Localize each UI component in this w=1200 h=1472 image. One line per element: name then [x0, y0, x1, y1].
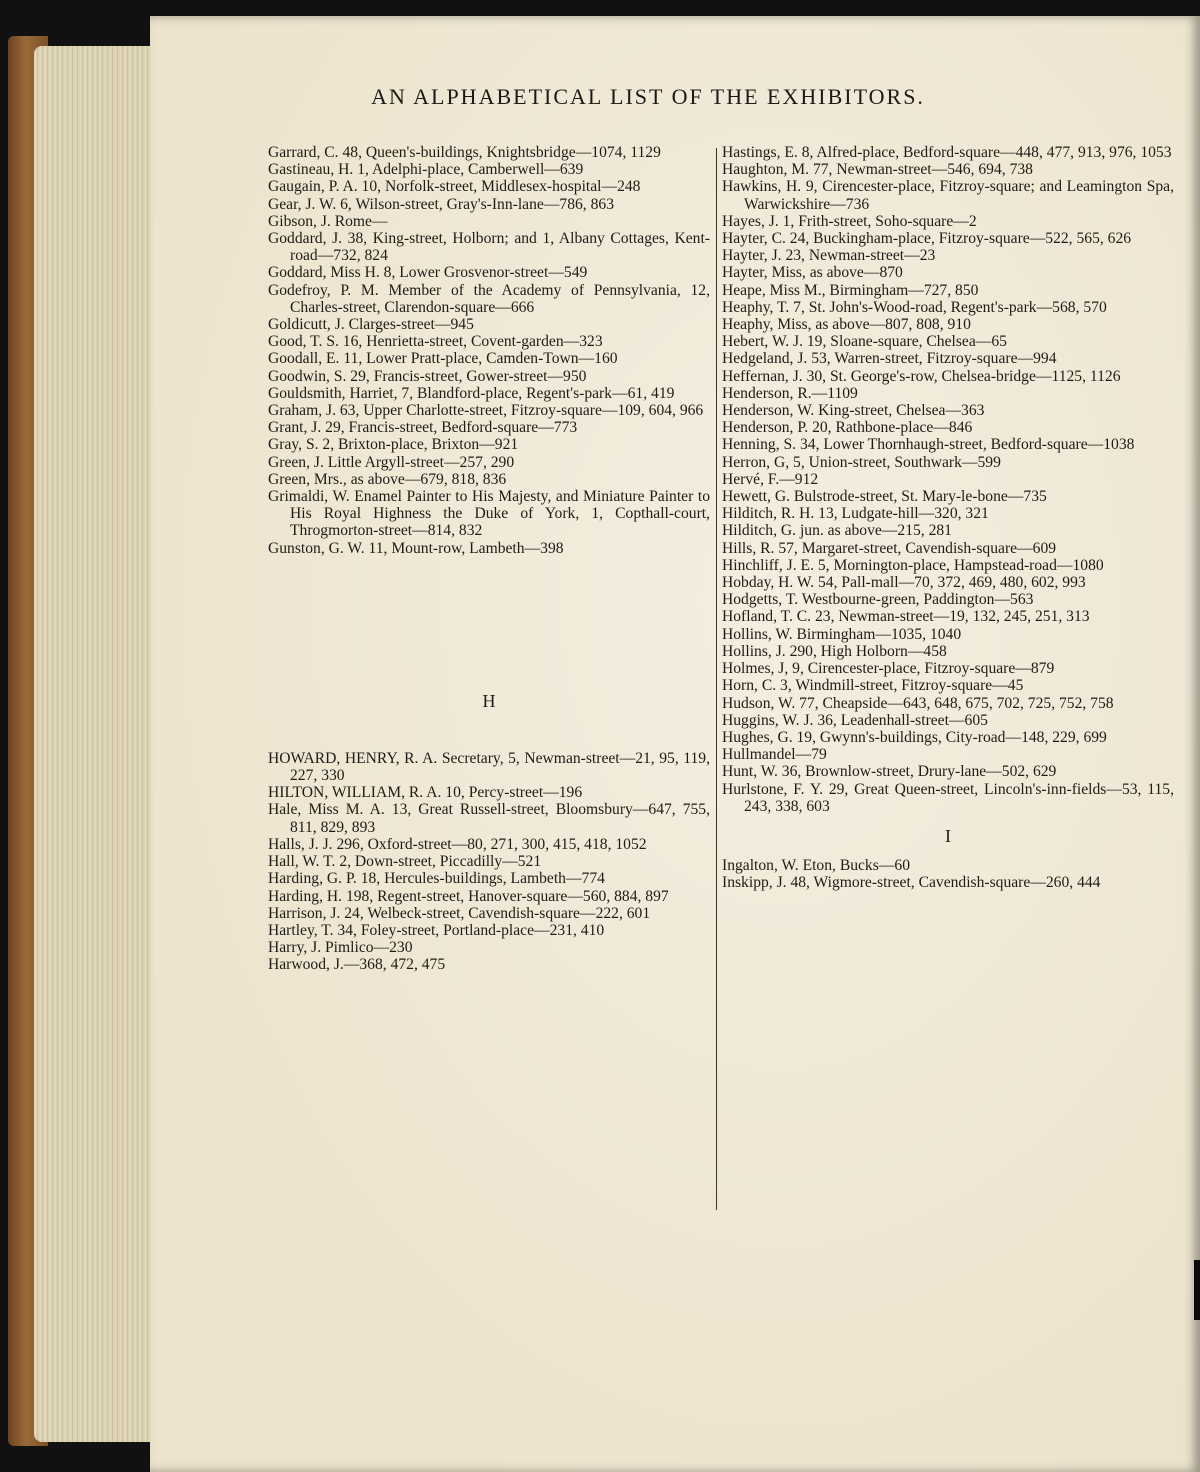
- list-entry: Hilditch, R. H. 13, Ludgate-hill—320, 321: [722, 505, 989, 523]
- list-entry: Heffernan, J. 30, St. George's-row, Chelsea-bridge—1125, 1126: [722, 367, 1121, 385]
- list-entry: Hebert, W. J. 19, Sloane-square, Chelsea—65: [722, 333, 1007, 351]
- list-entry: Henning, S. 34, Lower Thornhaugh-street, Bedford-square—1038: [722, 436, 1135, 454]
- list-entry: Hudson, W. 77, Cheapside—643, 648, 675, 702, 725, 752, 758: [722, 694, 1114, 712]
- list-entry: Herron, G, 5, Union-street, Southwark—599: [722, 453, 1001, 471]
- list-entry: Graham, J. 63, Upper Charlotte-street, Fitzroy-square—109, 604, 966: [268, 402, 704, 420]
- list-entry: Hastings, E. 8, Alfred-place, Bedford-square—448, 477, 913, 976, 1053: [722, 144, 1172, 161]
- list-entry: Hayes, J. 1, Frith-street, Soho-square—2: [722, 212, 977, 230]
- list-entry: Hullmandel—79: [722, 746, 827, 764]
- list-entry: Goodwin, S. 29, Francis-street, Gower-street—950: [268, 367, 587, 385]
- list-entry: Horn, C. 3, Windmill-street, Fitzroy-square—45: [722, 677, 1024, 695]
- list-entry: Hofland, T. C. 23, Newman-street—19, 132, 245, 251, 313: [722, 608, 1090, 626]
- list-entry: Halls, J. J. 296, Oxford-street—80, 271, 300, 415, 418, 1052: [268, 835, 647, 853]
- page-header: AN ALPHABETICAL LIST OF THE EXHIBITORS.: [371, 84, 925, 109]
- entries-g: [268, 144, 710, 557]
- list-entry: Garrard, C. 48, Queen's-buildings, Knightsbridge—1074, 1129: [268, 144, 661, 161]
- list-entry: Gaugain, P. A. 10, Norfolk-street, Middlesex-hospital—248: [268, 178, 641, 196]
- list-entry: Gray, S. 2, Brixton-place, Brixton—921: [268, 436, 519, 454]
- list-entry: Grimaldi, W. Enamel Painter to His Majesty, and Miniature Painter to His Royal Highness the Duke of York, 1, Copthall-court, Throgmorton-street—814, 832: [268, 488, 710, 540]
- list-entry: Huggins, W. J. 36, Leadenhall-street—605: [722, 711, 988, 729]
- list-entry: Goldicutt, J. Clarges-street—945: [268, 316, 474, 334]
- list-entry: Holmes, J, 9, Cirencester-place, Fitzroy-square—879: [722, 660, 1055, 678]
- list-entry: HILTON, WILLIAM, R. A. 10, Percy-street—196: [268, 784, 583, 802]
- list-entry: Hilditch, G. jun. as above—215, 281: [722, 522, 952, 540]
- list-entry: Ingalton, W. Eton, Bucks—60: [722, 856, 910, 874]
- list-entry: Hayter, Miss, as above—870: [722, 264, 903, 282]
- section-letter-h: H: [482, 690, 496, 711]
- list-entry: Hurlstone, F. Y. 29, Great Queen-street, Lincoln's-inn-fields—53, 115, 243, 338, 603: [722, 780, 1174, 815]
- list-entry: Hills, R. 57, Margaret-street, Cavendish-square—609: [722, 539, 1057, 557]
- list-entry: Hedgeland, J. 53, Warren-street, Fitzroy-square—994: [722, 350, 1057, 368]
- list-entry: Haughton, M. 77, Newman-street—546, 694, 738: [722, 161, 1033, 179]
- list-entry: Hayter, C. 24, Buckingham-place, Fitzroy-square—522, 565, 626: [722, 230, 1132, 248]
- list-entry: Hewett, G. Bulstrode-street, St. Mary-le-bone—735: [722, 488, 1047, 506]
- list-entry: Grant, J. 29, Francis-street, Bedford-square—773: [268, 419, 578, 437]
- list-entry: Green, J. Little Argyll-street—257, 290: [268, 453, 515, 471]
- column-rule: [716, 148, 717, 808]
- list-entry: Hinchliff, J. E. 5, Mornington-place, Hampstead-road—1080: [722, 556, 1104, 574]
- column-rule-lower: [716, 740, 717, 1210]
- list-entry: Hartley, T. 34, Foley-street, Portland-place—231, 410: [268, 921, 605, 939]
- list-entry: Goodall, E. 11, Lower Pratt-place, Camden-Town—160: [268, 350, 618, 368]
- list-entry: Hodgetts, T. Westbourne-green, Paddington—563: [722, 591, 1034, 609]
- list-entry: HOWARD, HENRY, R. A. Secretary, 5, Newman-street—21, 95, 119, 227, 330: [268, 749, 710, 785]
- list-entry: Gouldsmith, Harriet, 7, Blandford-place, Regent's-park—61, 419: [268, 384, 675, 402]
- page-edges: [34, 46, 162, 1442]
- list-entry: Goddard, J. 38, King-street, Holborn; and 1, Albany Cottages, Kent-road—732, 824: [268, 230, 710, 265]
- list-entry: Gibson, J. Rome—: [268, 212, 388, 230]
- list-entry: Inskipp, J. 48, Wigmore-street, Cavendish-square—260, 444: [722, 874, 1101, 892]
- list-entry: Gastineau, H. 1, Adelphi-place, Camberwell—639: [268, 161, 584, 179]
- list-entry: Harding, G. P. 18, Hercules-buildings, Lambeth—774: [268, 870, 605, 888]
- list-entry: Goddard, Miss H. 8, Lower Grosvenor-street—549: [268, 264, 588, 282]
- list-entry: Hall, W. T. 2, Down-street, Piccadilly—521: [268, 853, 542, 871]
- list-entry: Green, Mrs., as above—679, 818, 836: [268, 470, 507, 488]
- list-entry: Harrison, J. 24, Welbeck-street, Cavendish-square—222, 601: [268, 904, 651, 922]
- list-entry: Henderson, P. 20, Rathbone-place—846: [722, 419, 973, 437]
- list-entry: Hale, Miss M. A. 13, Great Russell-street, Bloomsbury—647, 755, 811, 829, 893: [268, 801, 710, 836]
- list-entry: Harwood, J.—368, 472, 475: [268, 956, 446, 974]
- list-entry: Heape, Miss M., Birmingham—727, 850: [722, 281, 979, 299]
- list-entry: Hollins, W. Birmingham—1035, 1040: [722, 625, 962, 643]
- list-entry: Hayter, J. 23, Newman-street—23: [722, 247, 936, 265]
- page-clip: [1194, 1260, 1200, 1320]
- right-column: [722, 144, 1174, 891]
- entries-h-left: [268, 750, 710, 974]
- list-entry: Henderson, R.—1109: [722, 384, 858, 402]
- list-entry: Hobday, H. W. 54, Pall-mall—70, 372, 469, 480, 602, 993: [722, 574, 1086, 592]
- entries-i: [722, 857, 1174, 891]
- list-entry: Heaphy, T. 7, St. John's-Wood-road, Regent's-park—568, 570: [722, 298, 1107, 316]
- list-entry: Hollins, J. 290, High Holborn—458: [722, 642, 947, 660]
- list-entry: Heaphy, Miss, as above—807, 808, 910: [722, 316, 971, 334]
- list-entry: Hervé, F.—912: [722, 470, 819, 488]
- entries-h-right: [722, 144, 1174, 815]
- list-entry: Harding, H. 198, Regent-street, Hanover-square—560, 884, 897: [268, 887, 669, 905]
- list-entry: Hawkins, H. 9, Cirencester-place, Fitzroy-square; and Leamington Spa, Warwickshire—736: [722, 178, 1174, 213]
- list-entry: Hunt, W. 36, Brownlow-street, Drury-lane—502, 629: [722, 763, 1057, 781]
- list-entry: Hughes, G. 19, Gwynn's-buildings, City-road—148, 229, 699: [722, 728, 1107, 746]
- list-entry: Henderson, W. King-street, Chelsea—363: [722, 402, 985, 420]
- list-entry: Godefroy, P. M. Member of the Academy of Pennsylvania, 12, Charles-street, Clarendon-square—666: [268, 281, 710, 316]
- left-column: [268, 144, 710, 974]
- list-entry: Good, T. S. 16, Henrietta-street, Covent-garden—323: [268, 333, 603, 351]
- list-entry: Gear, J. W. 6, Wilson-street, Gray's-Inn-lane—786, 863: [268, 195, 614, 213]
- list-entry: Harry, J. Pimlico—230: [268, 939, 413, 957]
- section-letter-i: I: [945, 825, 951, 846]
- list-entry: Gunston, G. W. 11, Mount-row, Lambeth—398: [268, 539, 564, 557]
